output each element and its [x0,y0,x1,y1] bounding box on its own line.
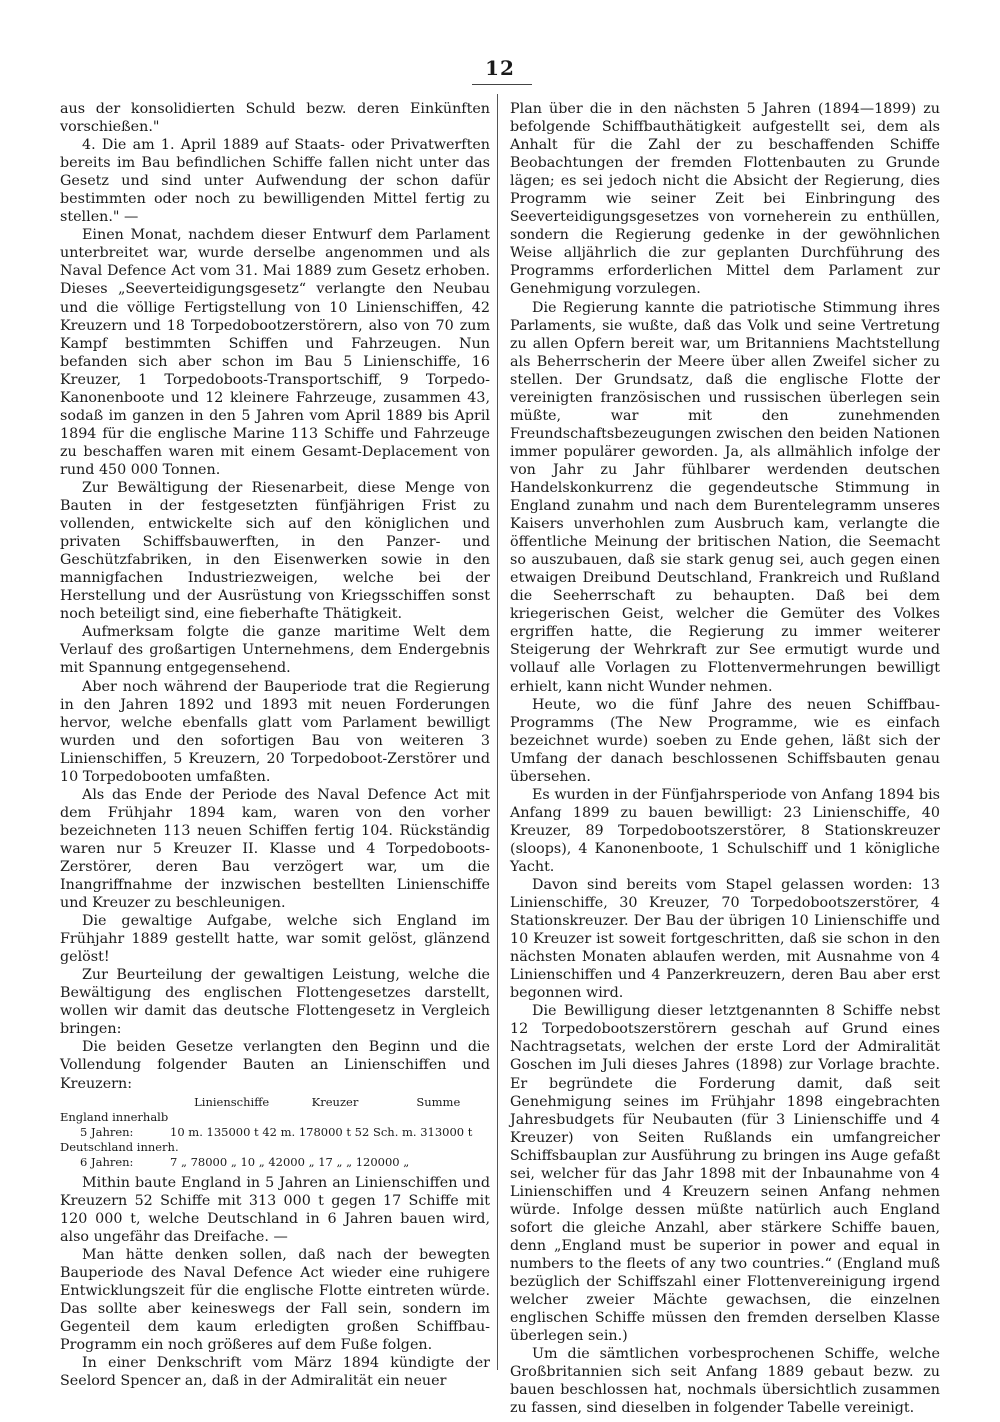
paragraph: Aber noch während der Bauperiode trat die Regierung in den Jahren 1892 und 1893 mit neuen Forderungen hervor, welche ebenfalls glatt vom Parlament bewilligt wurden und den sofortigen Bau von weiteren 3 Linienschiffen, 5 Kreuzern, 20 Torpedoboot-Zerstörer und 10 Torpedobooten umfaßten. [60,678,490,785]
paragraph: Aufmerksam folgte die ganze maritime Welt dem Verlauf des großartigen Unternehmens, dem Endergebnis mit Spannung entgegensehend. [60,624,490,677]
page-number-rule [472,84,532,85]
paragraph: Plan über die in den nächsten 5 Jahren (1894—1899) zu befolgende Schiffbauthätigkeit aufgestellt sei, dem als Anhalt für die Zahl der zu beschaffenden Schiffe Beobachtungen der fremden Flottenbauten zu Grunde lägen; es sei jedoch nicht die Absicht der Regierung, dies Programm wie seiner Zeit bei Einbringung des Seeverteidigungsgesetzes von vorneherein zu enthüllen, sondern die Regierung gedenke in der gewöhnlichen Weise alljährlich die zur geplanten Durchführung des Programms erforderlichen Mittel dem Parlament zur Genehmigung vorzulegen. [510,101,940,298]
table-row [60,1125,490,1140]
paragraph: aus der konsolidierten Schuld bezw. deren Einkünften vorschießen." [60,101,490,136]
table-row-label: 6 Jahren: [80,1154,134,1169]
page-number: 12 [485,56,515,80]
paragraph: Heute, wo die fünf Jahre des neuen Schiffbau-Programms (The New Programme, wie es einfach bezeichnet wurde) soeben zu Ende gehen, läßt sich der Umfang der danach beschlossenen Schiffsbauten genau übersehen. [510,696,940,785]
paragraph: Als das Ende der Periode des Naval Defence Act mit dem Frühjahr 1894 kam, waren von den vorher bezeichneten 113 neuen Schiffen fertig 104. Rückständig waren nur 5 Kreuzer II. Klasse und 4 Torpedoboots-Zerstörer, deren Bau verzögert war, um die Inangriffnahme der inzwischen bestellten Linienschiffe und Kreuzer zu beschleunigen. [60,786,490,912]
table-row-values: 7 „ 78000 „ 10 „ 42000 „ 17 „ „ 120000 „ [170,1154,410,1169]
paragraph: Um die sämtlichen vorbesprochenen Schiffe, welche Großbritannien sich seit Anfang 1889 gebaut bezw. zu bauen beschlossen hat, nochmals übersichtlich zusammen zu fassen, sind dieselben in folgender Tabelle vereinigt. [510,1346,940,1417]
paragraph: Zur Beurteilung der gewaltigen Leistung, welche die Bewältigung des englischen Flottengesetzes darstellt, wollen wir damit das deutsche Flottengesetz in Vergleich bringen: [60,967,490,1038]
column-divider [497,94,498,1370]
paragraph: Die Regierung kannte die patriotische Stimmung ihres Parlaments, sie wußte, daß das Volk und seine Vertretung zu allen Opfern bereit war, um Britanniens Machtstellung als Beherrscherin der Meere über allen Zweifel sicher zu stellen. Der Grundsatz, daß die englische Flotte der vereinigten französischen und russischen überlegen sein müßte, war mit den zunehmenden Freundschaftsbezeugungen zwischen den beiden Nationen immer populärer geworden. Ja, als allmählich infolge der von Jahr zu Jahr fühlbarer werdenden deutschen Handelskonkurrenz die gegendeutsche Stimmung in England zunahm und nach dem Burentelegramm unseres Kaisers unverhohlen zum Ausbruch kam, verlangte die öffentliche Meinung der britischen Nation, die Seemacht so auszubauen, daß sie stark genug sei, auch gegen einen etwaigen Dreibund Deutschland, Frankreich und Rußland die Seeherrschaft zu behaupten. Daß bei dem kriegerischen Geist, welcher die Gemüter des Volkes ergriffen hatte, die Regierung zu immer weiterer Steigerung der Wehrkraft zur See ermutigt wurde und vollauf alle Vorlagen zu Flottenvermehrungen bewilligt erhielt, kann nicht Wunder nehmen. [510,299,940,695]
table-header-cell: Kreuzer [311,1094,359,1109]
paragraph: Zur Bewältigung der Riesenarbeit, diese Menge von Bauten in der festgesetzten fünfjährigen Frist zu vollenden, entwickelte sich auf den königlichen und privaten Schiffsbauwerften, in den Panzer- und Geschützfabriken, in den Eisenwerken sowie in den mannigfachen Industriezweigen, welche bei der Herstellung und der Ausrüstung von Kriegsschiffen sonst noch beteiligt sind, eine fieberhafte Thätigkeit. [60,479,490,623]
paragraph: Es wurden in der Fünfjahrsperiode von Anfang 1894 bis Anfang 1899 zu bauen bewilligt: 23 Linienschiffe, 40 Kreuzer, 89 Torpedobootszerstörer, 8 Stationskreuzer (sloops), 4 Kanonenboote, 1 Schulschiff und 1 königliche Yacht. [510,786,940,875]
table-header-cell: Linienschiffe [194,1094,270,1109]
paragraph: 4. Die am 1. April 1889 auf Staats- oder Privatwerften bereits im Bau befindlichen Schiffe fallen nicht unter das Gesetz und sind unter Aufwendung der schon dafür bestimmten oder noch zu bewilligenden Mittel fertig zu stellen." — [60,137,490,226]
paragraph: Mithin baute England in 5 Jahren an Linienschiffen und Kreuzern 52 Schiffe mit 313 000 t gegen 17 Schiffe mit 120 000 t, welche Deutschland in 6 Jahren bauen wird, also ungefähr das Dreifache. — [60,1174,490,1245]
table-row [60,1155,490,1170]
table-row-country: Deutschland innerh. [60,1139,179,1154]
paragraph: Davon sind bereits vom Stapel gelassen worden: 13 Linienschiffe, 30 Kreuzer, 70 Torpedobootszerstörer, 4 Stationskreuzer. Der Bau der übrigen 10 Linienschiffe und 10 Kreuzer ist soweit fortgeschritten, daß sie schon in den nächsten Monaten ablaufen werden, mit Ausnahme von 4 Linienschiffen und 4 Panzerkreuzern, deren Bau aber erst begonnen wird. [510,877,940,1002]
paragraph: Die Bewilligung dieser letztgenannten 8 Schiffe nebst 12 Torpedobootszerstörern geschah auf Grund eines Nachtragsetats, welchen der erste Lord der Admiralität Goschen im Juli dieses Jahres (1898) zur Vorlage brachte. Er begründete die Forderung damit, daß seit Genehmigung seines im Frühjahr 1898 eingebrachten Jahresbudgets für Neubauten (für 3 Linienschiffe und 4 Kreuzer) von Seiten Rußlands ein umfangreicher Schiffsbauplan zur Ausführung zu bringen ins Auge gefaßt sei, welcher für das Jahr 1898 mit der Inbaunahme von 4 Linienschiffen und 4 Kreuzern seinen Anfang nehmen würde. Infolge dessen müßte natürlich auch England sofort die gleiche Anzahl, aber stärkere Schiffe bauen, denn „England must be superior in power and equal in numbers to the fleets of any two countries.“ (England muß bezüglich der Schiffszahl einer Flottenvereinigung irgend welcher zweier Mächte gewachsen, die einzelnen englischen Schiffe müssen den fremden derselben Klasse überlegen sein.) [510,1003,940,1345]
left-column [60,100,490,1390]
right-column [510,100,940,1417]
comparison-table [60,1095,490,1170]
paragraph: Die gewaltige Aufgabe, welche sich England im Frühjahr 1889 gestellt hatte, war somit gelöst, glänzend gelöst! [60,913,490,966]
table-header [60,1095,490,1110]
table-row-country: England innerhalb [60,1109,169,1124]
paragraph: Einen Monat, nachdem dieser Entwurf dem Parlament unterbreitet war, wurde derselbe angenommen und als Naval Defence Act vom 31. Mai 1889 zum Gesetz erhoben. Dieses „Seeverteidigungsgesetz“ verlangte den Neubau und die völlige Fertigstellung von 10 Linienschiffen, 42 Kreuzern und 18 Torpedobootzerstörern, also von 70 zum Kampf bestimmten Schiffen und Fahrzeugen. Nun befanden sich aber schon im Bau 5 Linienschiffe, 16 Kreuzer, 1 Torpedoboots-Transportschiff, 9 Torpedo-Kanonenboote und 12 kleinere Fahrzeuge, zusammen 43, sodaß im ganzen in den 5 Jahren vom April 1889 bis April 1894 für die englische Marine 113 Schiffe und Fahrzeuge zu beschaffen waren mit einem Gesamt-Deplacement von rund 450 000 Tonnen. [60,227,490,478]
table-header-cell: Summe [416,1094,461,1109]
table-row-values: 10 m. 135000 t 42 m. 178000 t 52 Sch. m. 313000 t [170,1124,473,1139]
table-row-label: 5 Jahren: [80,1124,134,1139]
paragraph: In einer Denkschrift vom März 1894 kündigte der Seelord Spencer an, daß in der Admiralität ein neuer [60,1355,490,1390]
paragraph: Man hätte denken sollen, daß nach der bewegten Bauperiode des Naval Defence Act wieder eine ruhigere Entwicklungszeit für die englische Flotte eintreten würde. Das sollte aber keineswegs der Fall sein, sondern im Gegenteil dem kaum erledigten großen Schiffbau-Programm ein noch größeres auf dem Fuße folgen. [60,1246,490,1353]
paragraph: Die beiden Gesetze verlangten den Beginn und die Vollendung folgender Bauten an Linienschiffen und Kreuzern: [60,1039,490,1092]
